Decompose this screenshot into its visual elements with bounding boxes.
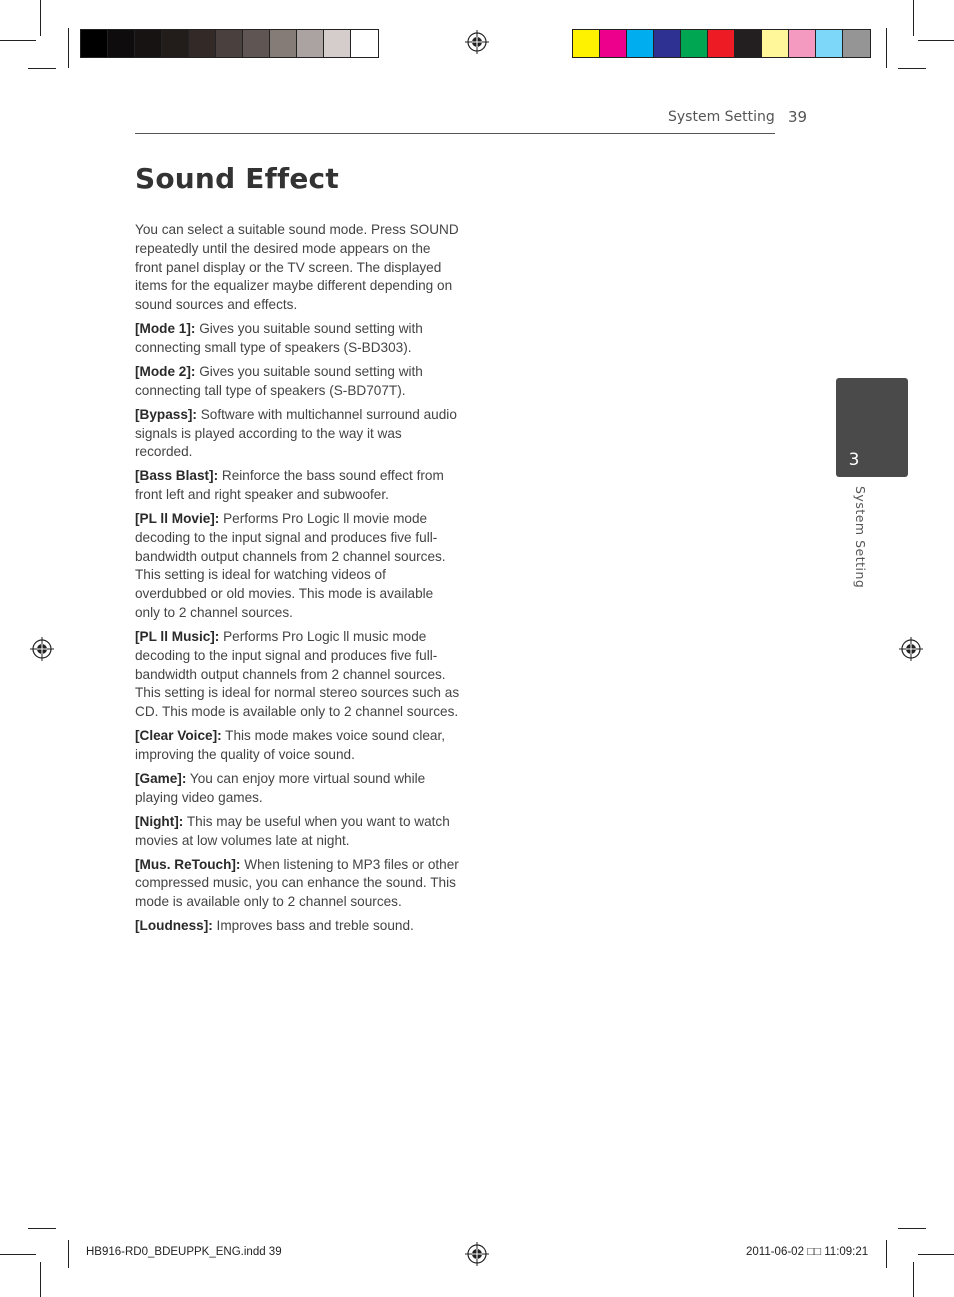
color-swatch xyxy=(816,30,843,57)
sound-mode-description: Gives you suitable sound setting with connecting small type of speakers (S-BD303). xyxy=(135,321,423,355)
crop-mark xyxy=(898,68,926,69)
sound-mode-item xyxy=(135,813,460,851)
sound-mode-item xyxy=(135,320,460,358)
color-swatch xyxy=(735,30,762,57)
color-swatch xyxy=(162,30,189,57)
registration-mark-icon xyxy=(30,637,54,661)
sound-mode-label: [Night]: xyxy=(135,813,184,829)
sound-mode-item xyxy=(135,727,460,765)
color-swatch xyxy=(216,30,243,57)
sound-mode-item xyxy=(135,467,460,505)
sound-mode-label: [Bypass]: xyxy=(135,406,197,422)
sound-mode-item xyxy=(135,406,460,462)
color-swatch xyxy=(324,30,351,57)
running-header-section: System Setting xyxy=(668,109,775,125)
sound-mode-description: You can enjoy more virtual sound while playing video games. xyxy=(135,771,426,805)
sound-mode-description: Gives you suitable sound setting with connecting tall type of speakers (S-BD707T). xyxy=(135,363,423,398)
sound-mode-label: [Mus. ReTouch]: xyxy=(135,856,241,872)
crop-mark xyxy=(28,1228,56,1229)
sound-mode-item xyxy=(135,856,460,912)
sound-mode-description: This may be useful when you want to watch movies at low volumes late at night. xyxy=(135,813,450,848)
crop-mark xyxy=(40,0,41,36)
color-swatch xyxy=(135,30,162,57)
crop-mark xyxy=(68,1240,69,1268)
color-swatch xyxy=(762,30,789,57)
sound-mode-description: This mode makes voice sound clear, improving the quality of voice sound. xyxy=(135,728,446,763)
crop-mark xyxy=(886,1240,887,1268)
color-swatch xyxy=(789,30,816,57)
process-color-bar xyxy=(572,29,871,58)
crop-mark xyxy=(40,1262,41,1297)
page-title: Sound Effect xyxy=(135,162,339,195)
footer-file-name: HB916-RD0_BDEUPPK_ENG.indd 39 xyxy=(86,1246,282,1258)
sound-mode-description: Performs Pro Logic ll music mode decoding to the input signal and produces five full-bandwidth output channels from 2 channel sources. This setting is ideal for normal stereo sources such as CD. This mode is available only to 2 channel sources. xyxy=(135,629,460,720)
sound-mode-label: [Loudness]: xyxy=(135,918,213,934)
crop-mark xyxy=(913,0,914,36)
crop-mark xyxy=(898,1228,926,1229)
color-swatch xyxy=(600,30,627,57)
color-swatch xyxy=(681,30,708,57)
color-swatch xyxy=(708,30,735,57)
footer-datetime: 2011-06-02 □□ 11:09:21 xyxy=(746,1246,869,1258)
color-swatch xyxy=(81,30,108,57)
sound-mode-label: [PL ll Music]: xyxy=(135,629,220,645)
sound-mode-description: Improves bass and treble sound. xyxy=(212,918,414,934)
intro-paragraph: You can select a suitable sound mode. Press SOUND repeatedly until the desired mode appears on the front panel display or the TV screen. The displayed items for the equalizer maybe different depending on sound sources and effects. xyxy=(135,222,459,313)
sound-mode-description: Performs Pro Logic ll movie mode decoding to the input signal and produces five full-bandwidth output channels from 2 channel sources. This setting is ideal for watching videos of overdubbed or old movies. This mode is available only to 2 channel sources. xyxy=(135,511,446,621)
sound-mode-label: [Clear Voice]: xyxy=(135,728,222,744)
crop-mark xyxy=(918,1254,954,1255)
color-swatch xyxy=(108,30,135,57)
crop-mark xyxy=(913,1262,914,1297)
sound-mode-label: [Game]: xyxy=(135,771,187,787)
sound-mode-description: When listening to MP3 files or other compressed music, you can enhance the sound. This mode is available only to 2 channel sources. xyxy=(135,856,459,910)
chapter-number: 3 xyxy=(848,450,860,470)
sound-mode-item xyxy=(135,363,460,401)
crop-mark xyxy=(886,28,887,68)
color-swatch xyxy=(627,30,654,57)
registration-mark-icon xyxy=(465,1242,489,1266)
sound-mode-label: [Mode 1]: xyxy=(135,321,196,337)
sound-mode-label: [PL ll Movie]: xyxy=(135,511,220,527)
color-swatch xyxy=(243,30,270,57)
color-swatch xyxy=(573,30,600,57)
color-swatch xyxy=(351,30,378,57)
sound-mode-item xyxy=(135,770,460,808)
chapter-label: System Setting xyxy=(853,486,868,589)
sound-mode-item xyxy=(135,917,460,936)
registration-mark-icon xyxy=(465,30,489,54)
crop-mark xyxy=(918,40,954,41)
sound-mode-label: [Bass Blast]: xyxy=(135,468,219,484)
crop-mark xyxy=(68,28,69,68)
header-rule xyxy=(135,133,775,134)
sound-mode-list xyxy=(135,320,460,936)
page-number: 39 xyxy=(788,108,808,126)
color-swatch xyxy=(270,30,297,57)
grayscale-color-bar xyxy=(80,29,379,58)
color-swatch xyxy=(189,30,216,57)
sound-mode-label: [Mode 2]: xyxy=(135,363,196,379)
crop-mark xyxy=(0,1254,36,1255)
registration-mark-icon xyxy=(899,637,923,661)
color-swatch xyxy=(843,30,870,57)
sound-mode-description: Reinforce the bass sound effect from front left and right speaker and subwoofer. xyxy=(135,468,444,503)
body-content xyxy=(135,221,460,941)
sound-mode-item xyxy=(135,510,460,623)
color-swatch xyxy=(297,30,324,57)
sound-mode-description: Software with multichannel surround audio signals is played according to the way it was recorded. xyxy=(135,406,457,460)
crop-mark xyxy=(28,68,56,69)
color-swatch xyxy=(654,30,681,57)
sound-mode-item xyxy=(135,628,460,722)
crop-mark xyxy=(0,40,36,41)
